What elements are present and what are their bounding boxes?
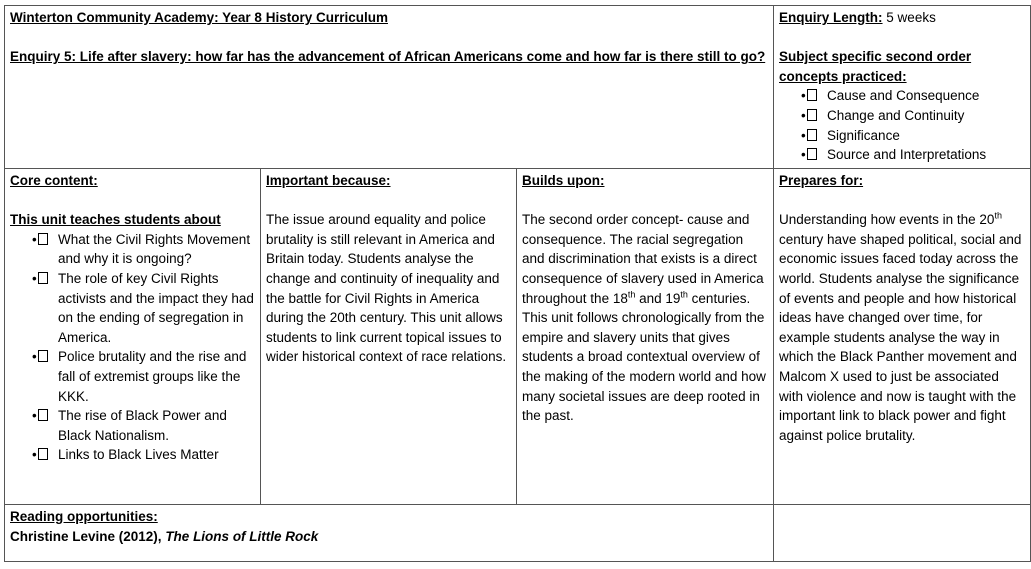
prepares-for-cell [774,169,1031,505]
core-content-item: • The rise of Black Power and Black Nationalism. [32,408,227,443]
core-content-item: • The role of key Civil Rights activists and the impact they had on the ending of segregation in America. [32,270,254,345]
reading-book-title: The Lions of Little Rock [165,528,319,544]
concept-item: • Cause and Consequence [801,86,1025,106]
concept-item: • Source and Interpretations [801,145,1025,165]
concepts-list [779,86,1025,164]
prepares-for-text: Understanding how events in the 20th century have shaped political, social and economic issues faced today across the world. Students analyse the significance of events and people and how historical ideas have changed over time, for example students analyse the way in which the Black Panther movement and Malcom X used to just be associated with violence and now is taught with the important link to black power and fight against police brutality. [779,210,1022,443]
reading-empty-cell [774,505,1031,562]
concepts-heading: Subject specific second order concepts practiced: [779,49,972,84]
reading-heading: Reading opportunities: [10,509,158,524]
core-content-intro: This unit teaches students about [10,212,221,228]
enquiry-info-cell [774,6,1031,169]
concept-item: • Significance [801,126,1025,146]
important-because-heading: Important because: [266,173,391,188]
bullet-icon: • [32,230,48,250]
bullet-icon: • [32,347,48,367]
enquiry-length-value: 5 weeks [886,10,936,25]
reading-citation [10,527,768,547]
reading-cell [5,505,774,562]
bullet-icon: • [801,126,817,146]
reading-author: Christine Levine (2012), [10,528,166,544]
title-cell [5,6,774,169]
builds-upon-text: The second order concept- cause and consequence. The racial segregation and discrimination that exists is a direct consequence of slavery used in America throughout the 18th and 19th centuries. This unit follows chronologically from the empire and slavery units that gives students a broad contextual overview of the making of the modern world and how many societal issues are deep rooted in the past. [522,212,766,424]
builds-upon-cell [517,169,774,505]
bullet-icon: • [32,445,48,465]
bullet-icon: • [32,269,48,289]
prepares-for-heading: Prepares for: [779,173,864,188]
important-because-text: The issue around equality and police brutality is still relevant in America and Britain today. Students analyse the change and continuity of inequality and the battle for Civil Rights in America during the 20th century. This unit allows students to link current topical issues to wider historical context of race relations. [266,212,507,365]
enquiry-length-label: Enquiry Length: [779,10,883,25]
enquiry-length [779,8,1025,28]
header-row [5,6,1031,169]
builds-upon-heading: Builds upon: [522,173,605,188]
bullet-icon: • [801,145,817,165]
core-content-heading: Core content: [10,173,98,188]
curriculum-table [4,5,1031,562]
core-content-item: • What the Civil Rights Movement and why it is ongoing? [32,231,251,267]
bullet-icon: • [801,86,817,106]
enquiry-title: Enquiry 5: Life after slavery: how far has the advancement of African Americans come and how far is there still to go? [10,49,766,65]
core-content-item: • Police brutality and the rise and fall of extremist groups like the KKK. [32,349,247,404]
content-row [5,169,1031,505]
bullet-icon: • [801,106,817,126]
concept-item: • Change and Continuity [801,106,1025,126]
core-content-cell [5,169,261,505]
school-title: Winterton Community Academy: Year 8 History Curriculum [10,10,388,25]
reading-row [5,505,1031,562]
core-content-item: • Links to Black Lives Matter [32,445,255,465]
bullet-icon: • [32,406,48,426]
important-because-cell [261,169,517,505]
core-content-list [10,230,255,465]
